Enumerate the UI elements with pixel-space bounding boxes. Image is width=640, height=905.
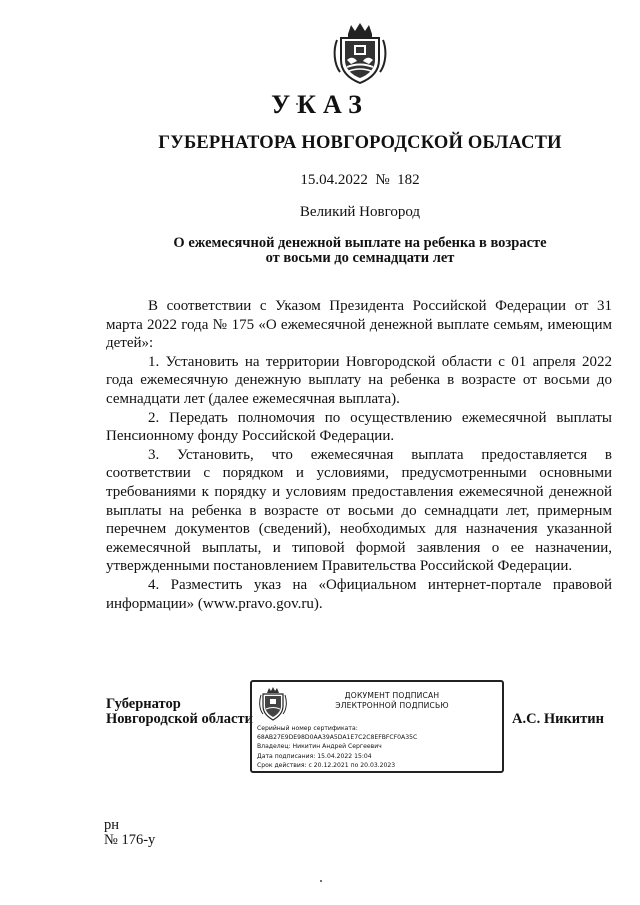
document-number: 182 — [397, 172, 420, 188]
stamp-serial-number: 68AB27E9DE98D0AA39A5DA1E7C2C8EFBFCF0A35C — [257, 734, 418, 742]
clause-2-paragraph: 2. Передать полномочия по осуществлению ежемесячной выплаты Пенсионному фонду Российской Федерации. — [106, 409, 612, 445]
footer-registry-number: № 176-у — [104, 832, 156, 848]
signer-title — [106, 697, 253, 727]
stamp-serial-label: Серийный номер сертификата: — [257, 725, 358, 732]
document-body — [106, 297, 612, 613]
stamp-header-line-2: ЭЛЕКТРОННОЙ ПОДПИСЬЮ — [335, 701, 449, 710]
signer-title-line-2: Новгородской области — [106, 711, 253, 727]
stamp-validity: Срок действия: с 20.12.2021 по 20.03.2023 — [257, 761, 396, 769]
stamp-details — [257, 724, 417, 770]
heading-line-2: от восьми до семнадцати лет — [265, 250, 455, 266]
number-sign: № — [375, 172, 390, 188]
clause-1-paragraph: 1. Установить на территории Новгородской области с 01 апреля 2022 года ежемесячную денежную выплату на ребенка в возрасте от восьми до семнадцати лет (далее ежемесячная выплата). — [106, 353, 612, 407]
document-heading — [0, 236, 640, 266]
stamp-header — [288, 691, 496, 711]
clause-4-paragraph: 4. Разместить указ на «Официальном интернет-портале правовой информации» (www.pravo.gov.ru). — [106, 576, 612, 612]
preamble-paragraph: В соответствии с Указом Президента Российской Федерации от 31 марта 2022 года № 175 «О ежемесячной денежной выплате семьям, имеющим детей»: — [106, 298, 612, 352]
stamp-header-line-1: ДОКУМЕНТ ПОДПИСАН — [344, 691, 440, 700]
stamp-coat-of-arms-icon — [259, 687, 287, 723]
date-number-line — [0, 172, 640, 189]
signer-name: А.С. Никитин — [512, 711, 604, 727]
clause-3-paragraph: 3. Установить, что ежемесячная выплата предоставляется в соответствии с порядком и условиями, предусмотренными основными требованиями к порядку и условиям предоставления ежемесячной денежной выплаты на ребенка в возрасте от восьми до семнадцати лет, примерным перечнем документов (сведений), необходимых для назначения указанной ежемесячной выплаты, и типовой формой заявления о ее назначении, утвержденными постановлением Правительства Российской Федерации. — [106, 446, 612, 575]
stamp-owner: Владелец: Никитин Андрей Сергеевич — [257, 743, 382, 751]
document-footer — [104, 818, 155, 848]
signer-title-line-1: Губернатор — [106, 696, 181, 712]
document-title: УКАЗ — [271, 90, 369, 119]
stamp-signing-date: Дата подписания: 15.04.2022 15:04 — [257, 752, 372, 760]
document-subtitle: ГУБЕРНАТОРА НОВГОРОДСКОЙ ОБЛАСТИ — [158, 133, 562, 153]
document-city: Великий Новгород — [299, 204, 421, 220]
heading-line-1: О ежемесячной денежной выплате на ребенка в возрасте — [173, 235, 547, 251]
novgorod-coat-of-arms-icon — [327, 20, 393, 86]
electronic-signature-stamp — [250, 680, 504, 773]
document-date: 15.04.2022 — [300, 172, 368, 188]
scan-speck — [320, 880, 322, 882]
footer-initials: рн — [104, 817, 120, 833]
